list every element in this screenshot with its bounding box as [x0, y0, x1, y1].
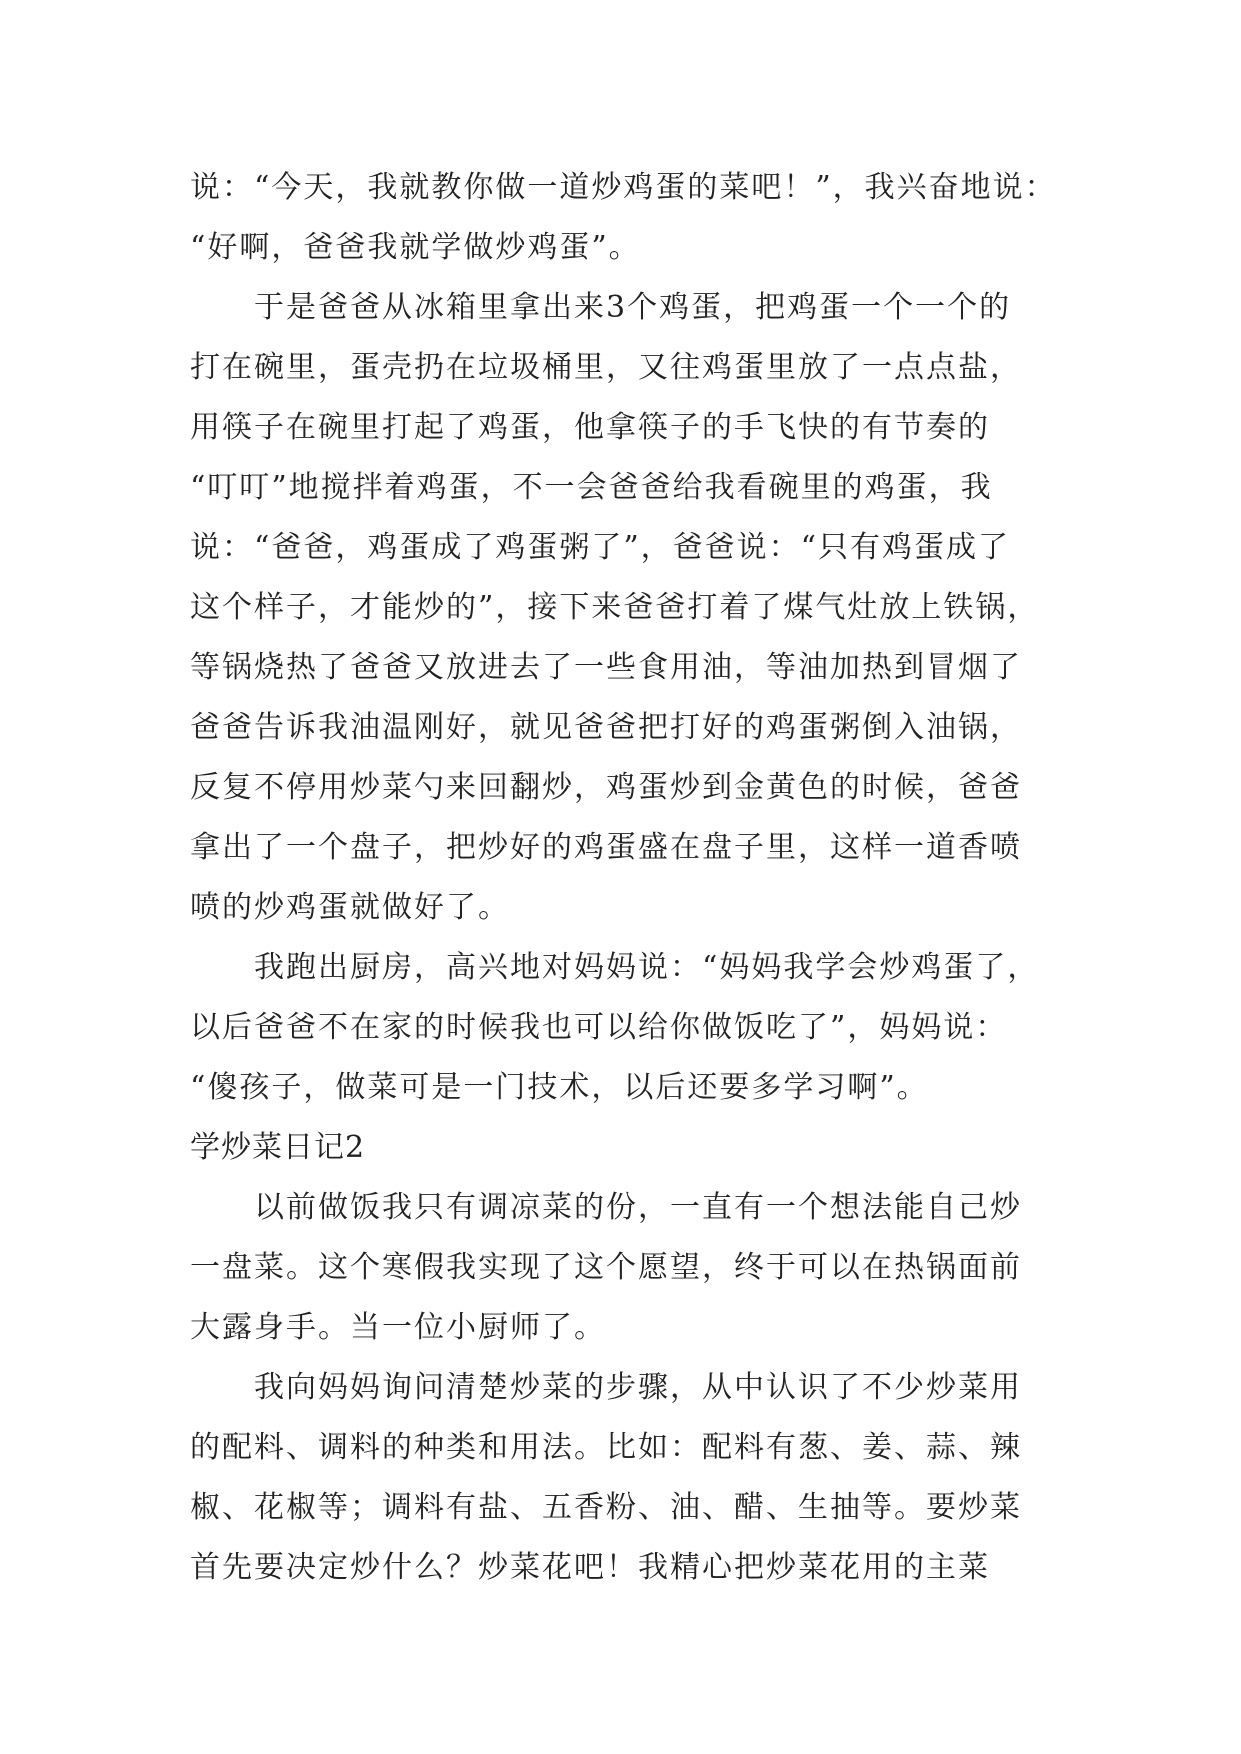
text-line: 的配料、调料的种类和用法。比如：配料有葱、姜、蒜、辣 — [190, 1430, 1022, 1465]
text-line: “叮叮”地搅拌着鸡蛋，不一会爸爸给我看碗里的鸡蛋，我 — [190, 470, 993, 505]
paragraph-start-line: 我向妈妈询问清楚炒菜的步骤，从中认识了不少炒菜用 — [254, 1370, 1022, 1405]
text-line: 等锅烧热了爸爸又放进去了一些食用油，等油加热到冒烟了 — [190, 650, 1022, 685]
paragraph-start-line: 于是爸爸从冰箱里拿出来3个鸡蛋，把鸡蛋一个一个的 — [254, 290, 1012, 325]
text-line: 说：“爸爸，鸡蛋成了鸡蛋粥了”，爸爸说：“只有鸡蛋成了 — [190, 530, 1011, 565]
text-line: 爸爸告诉我油温刚好，就见爸爸把打好的鸡蛋粥倒入油锅， — [190, 710, 1022, 745]
section-heading: 学炒菜日记2 — [190, 1130, 366, 1165]
text-line: “好啊，爸爸我就学做炒鸡蛋”。 — [190, 230, 641, 265]
text-line: 以后爸爸不在家的时候我也可以给你做饭吃了”，妈妈说： — [190, 1010, 1008, 1045]
text-line: 这个样子，才能炒的”，接下来爸爸打着了煤气灶放上铁锅， — [190, 590, 1040, 625]
paragraph-start-line: 我跑出厨房，高兴地对妈妈说：“妈妈我学会炒鸡蛋了， — [254, 950, 1040, 985]
text-line: 说：“今天，我就教你做一道炒鸡蛋的菜吧！”，我兴奋地说： — [190, 170, 1057, 205]
text-line: 反复不停用炒菜勺来回翻炒，鸡蛋炒到金黄色的时候，爸爸 — [190, 770, 1022, 805]
text-line: 椒、花椒等；调料有盐、五香粉、油、醋、生抽等。要炒菜 — [190, 1490, 1022, 1525]
text-line: 拿出了一个盘子，把炒好的鸡蛋盛在盘子里，这样一道香喷 — [190, 830, 1022, 865]
text-line: 打在碗里，蛋壳扔在垃圾桶里，又往鸡蛋里放了一点点盐， — [190, 350, 1022, 385]
text-line: 喷的炒鸡蛋就做好了。 — [190, 890, 510, 925]
paragraph-start-line: 以前做饭我只有调凉菜的份，一直有一个想法能自己炒 — [254, 1190, 1022, 1225]
text-line: 大露身手。当一位小厨师了。 — [190, 1310, 606, 1345]
text-line: 用筷子在碗里打起了鸡蛋，他拿筷子的手飞快的有节奏的 — [190, 410, 990, 445]
text-line: 一盘菜。这个寒假我实现了这个愿望，终于可以在热锅面前 — [190, 1250, 1022, 1285]
text-line: “傻孩子，做菜可是一门技术，以后还要多学习啊”。 — [190, 1070, 929, 1105]
text-line: 首先要决定炒什么？炒菜花吧！我精心把炒菜花用的主菜 — [190, 1550, 990, 1585]
document-body — [190, 158, 1080, 1598]
